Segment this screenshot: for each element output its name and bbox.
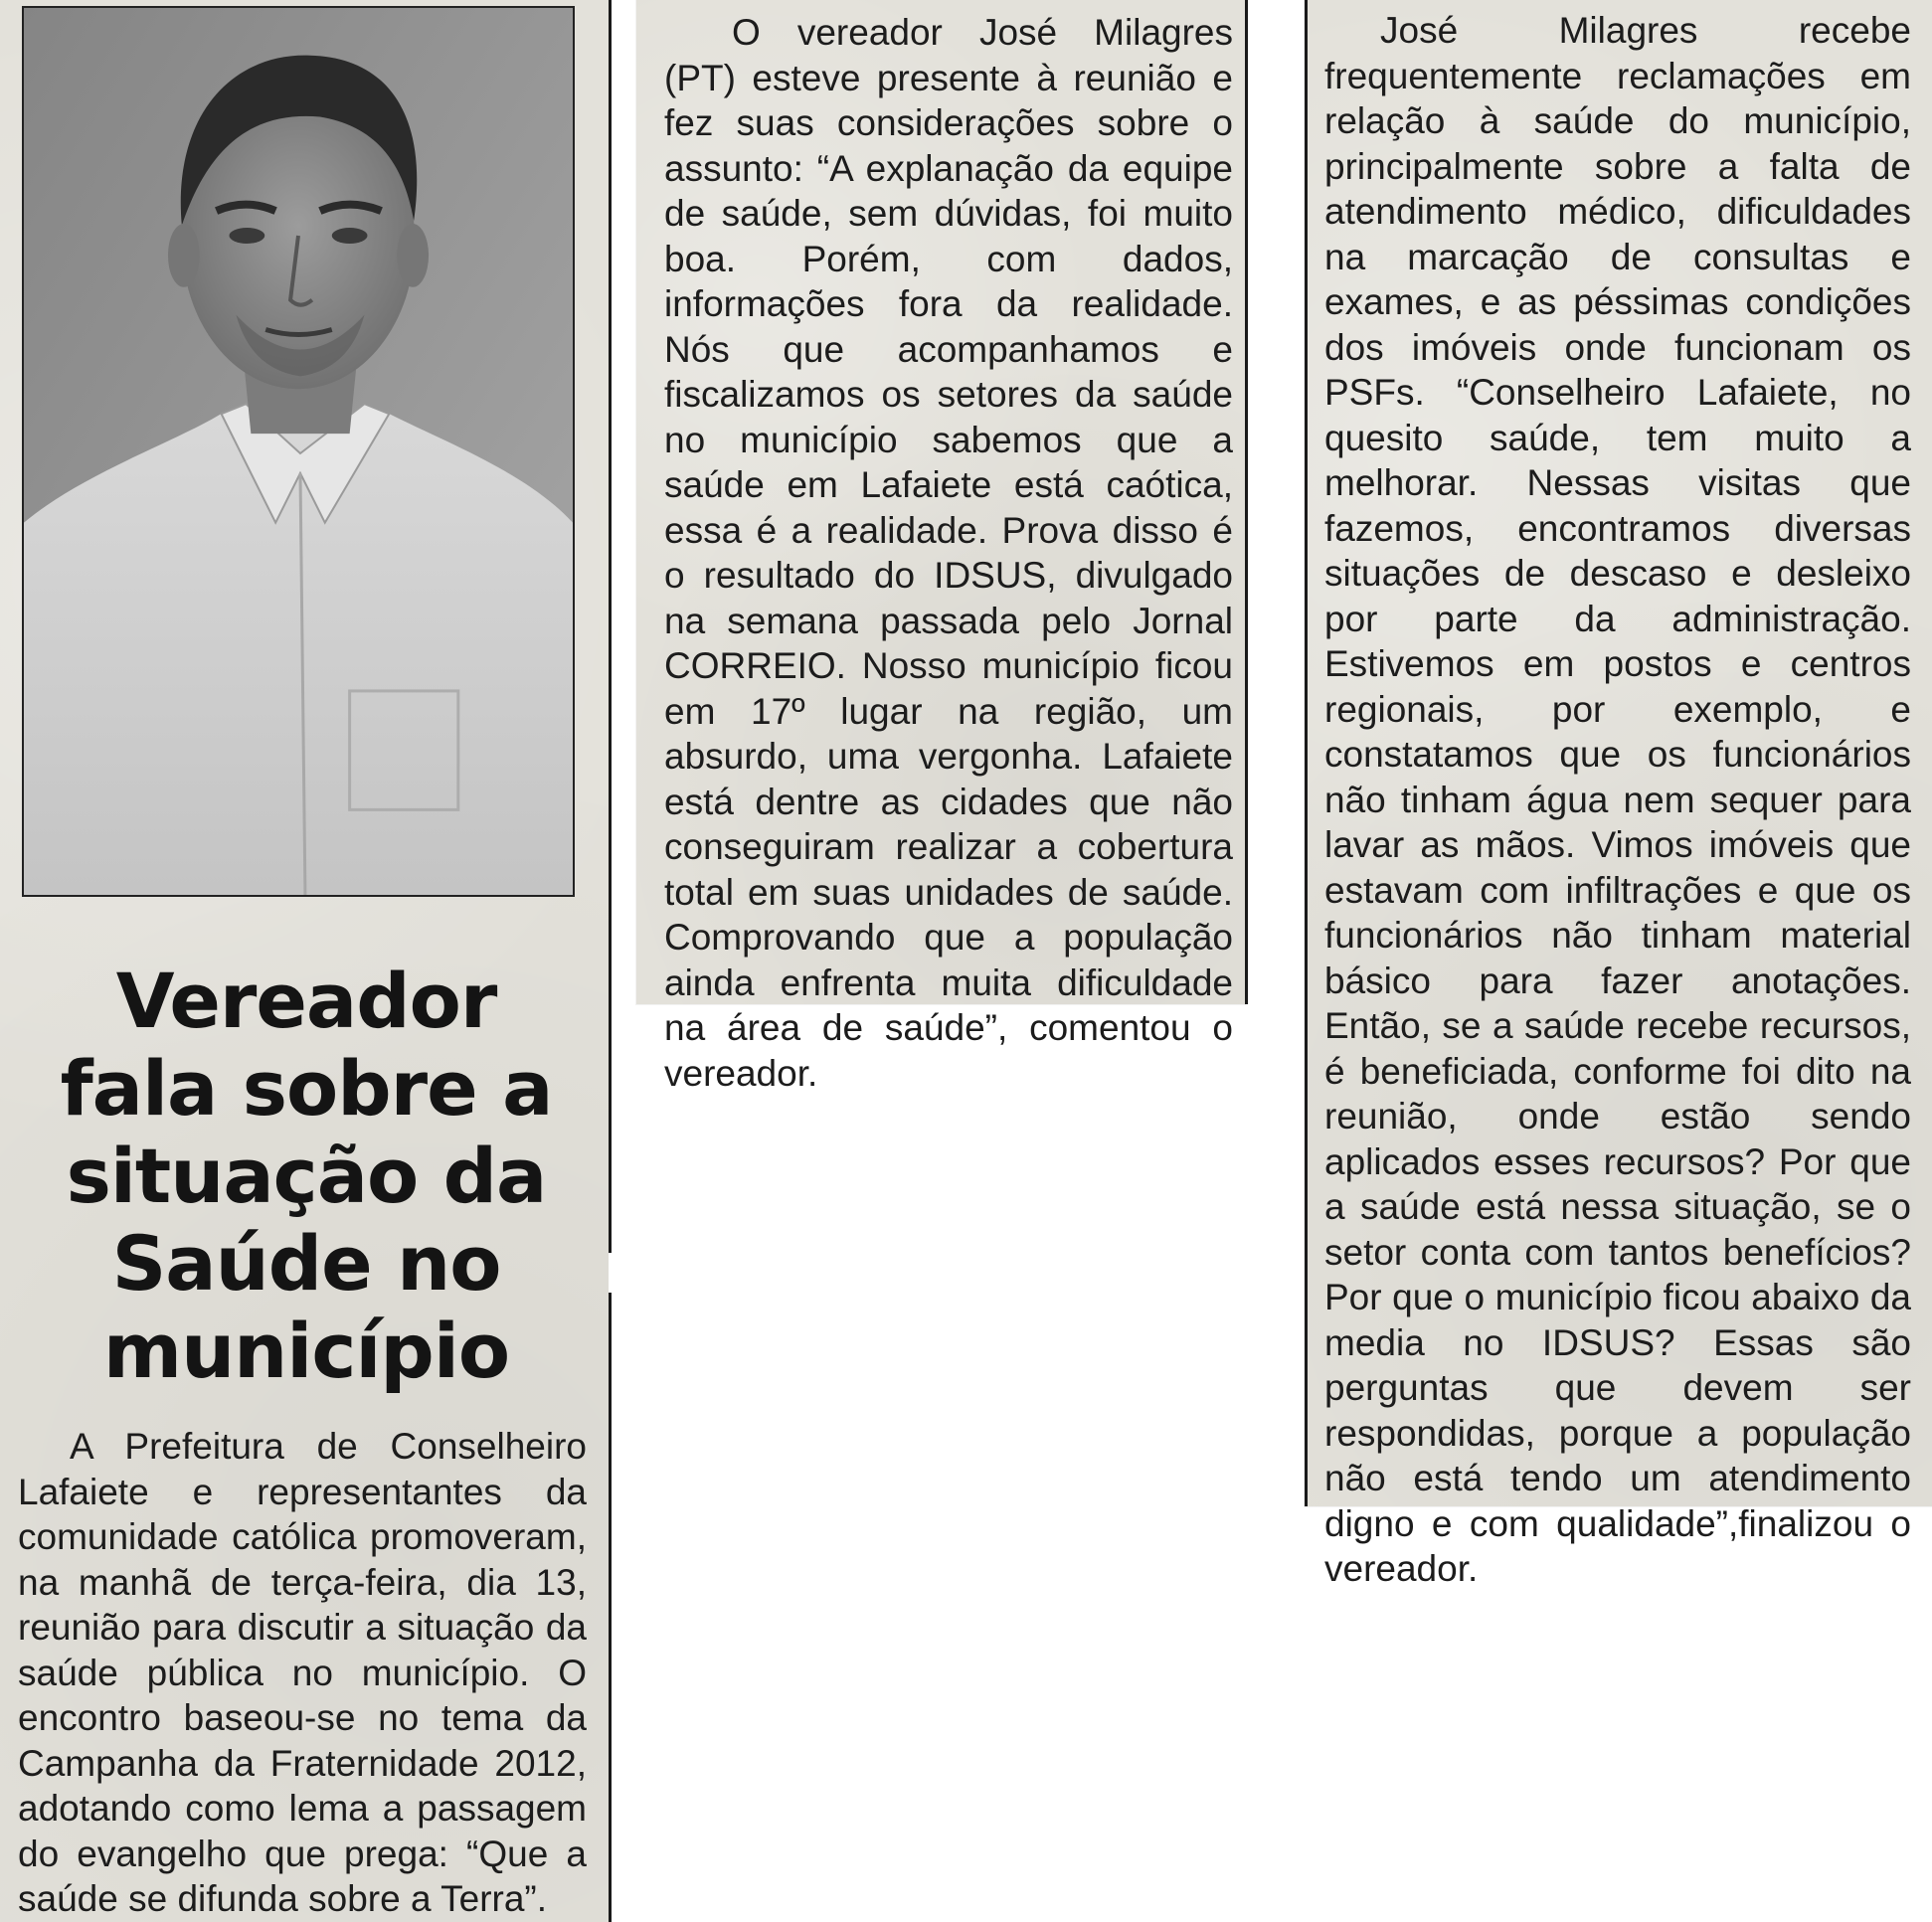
headline-line: Vereador	[115, 956, 497, 1045]
lead-paragraph: A Prefeitura de Conselheiro Lafaiete e representantes da comunidade católica promoveram, na manhã de terça-feira, dia 13, reunião para discutir a situação da saúde pública no município. O encontro baseou-se no tema da Campanha da Fraternidade 2012, adotando como lema a passagem do evangelho que prega: “Que a saúde se difunda sobre a Terra”.	[18, 1426, 587, 1919]
headline-line: município	[102, 1306, 510, 1395]
column-rule-gap	[609, 1253, 612, 1293]
headline-line: situação da	[66, 1131, 547, 1220]
column-rule	[609, 0, 612, 1922]
portrait-photo-icon	[24, 8, 573, 895]
portrait-photo	[22, 6, 575, 897]
headline-line: fala sobre a	[60, 1043, 553, 1133]
article-headline	[20, 958, 593, 1395]
headline-line: Saúde no	[111, 1218, 501, 1308]
column-rule	[1245, 0, 1248, 1004]
column-rule	[1305, 0, 1308, 1506]
right-paragraph: José Milagres recebe frequentemente reclamações em relação à saúde do município, principalmente sobre a falta de atendimento médico, dificuldades na marcação de consultas e exames, e as péssimas condições dos imóveis onde funcionam os PSFs. “Conselheiro Lafaiete, no quesito saúde, tem muito a melhorar. Nessas visitas que fazemos, encontramos diversas situações de descaso e desleixo por parte da administração. Estivemos em postos e centros regionais, por exemplo, e constatamos que os funcionários não tinham água nem sequer para lavar as mãos. Vimos imóveis que estavam com infiltrações e que os funcionários não tinham material básico para fazer anotações. Então, se a saúde recebe recursos, é beneficiada, conforme foi dito na reunião, onde estão sendo aplicados esses recursos? Por que a saúde está nessa situação, se o setor conta com tantos benefícios? Por que o município ficou abaixo da media no IDSUS? Essas são perguntas que devem ser respondidas, porque a população não está tendo um atendimento digno e com qualidade”,finalizou o vereador.	[1324, 10, 1911, 1589]
middle-paragraph: O vereador José Milagres (PT) esteve presente à reunião e fez suas considerações sobre o assunto: “A explanação da equipe de saúde, sem dúvidas, foi muito boa. Porém, com dados, informações fora da realidade. Nós que acompanhamos e fiscalizamos os setores da saúde no município sabemos que a saúde em Lafaiete está caótica, essa é a realidade. Prova disso é o resultado do IDSUS, divulgado na semana passada pelo Jornal CORREIO. Nosso município ficou em 17º lugar na região, um absurdo, uma vergonha. Lafaiete está dentre as cidades que não conseguiram realizar a cobertura total em suas unidades de saúde. Comprovando que a população ainda enfrenta muita dificuldade na área de saúde”, comentou o vereador.	[664, 12, 1233, 1094]
